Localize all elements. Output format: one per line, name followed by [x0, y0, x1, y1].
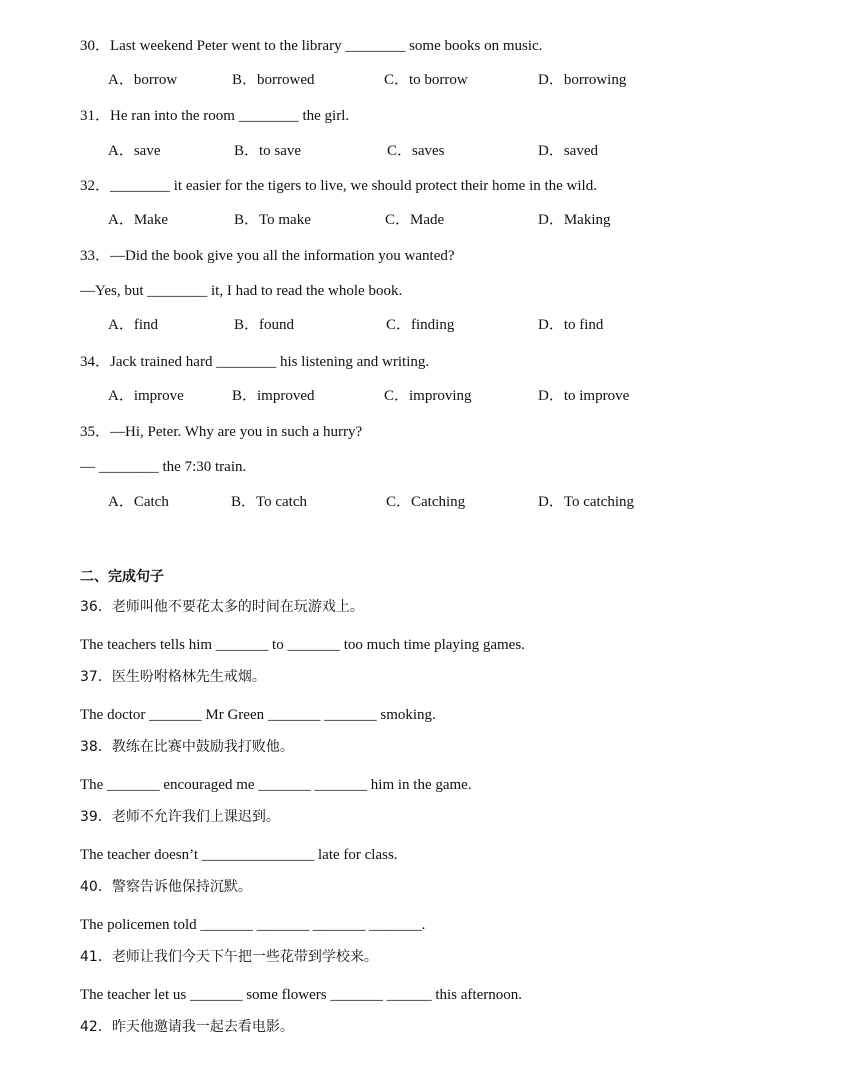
q35-option-b[interactable]: B．To catch	[231, 494, 308, 510]
item-41-chinese: 41．老师让我们今天下午把一些花带到学校来。	[80, 949, 378, 965]
q30-option-c[interactable]: C．to borrow	[384, 72, 468, 88]
q32-option-c[interactable]: C．Made	[385, 212, 445, 228]
q31-option-b[interactable]: B．to save	[234, 143, 302, 159]
q31-option-d[interactable]: D．saved	[538, 143, 598, 159]
q30-option-b[interactable]: B．borrowed	[232, 72, 315, 88]
question-34-stem: 34．Jack trained hard ________ his listening and writing.	[80, 354, 430, 370]
section-2-title: 二、完成句子	[80, 569, 164, 585]
q31-option-a[interactable]: A．save	[108, 143, 161, 159]
question-33-stem: 33．—Did the book give you all the information you wanted?	[80, 248, 455, 264]
item-40-english: The policemen told _______ _______ _______ _______.	[80, 917, 426, 933]
q32-option-a[interactable]: A．Make	[108, 212, 168, 228]
question-35-reply: — ________ the 7:30 train.	[80, 459, 247, 475]
question-31-stem: 31．He ran into the room ________ the girl.	[80, 108, 350, 124]
q33-option-a[interactable]: A．find	[108, 317, 158, 333]
item-38-chinese: 38．教练在比赛中鼓励我打败他。	[80, 739, 294, 755]
item-39-english: The teacher doesn’t _______________ late for class.	[80, 847, 398, 863]
q35-option-a[interactable]: A．Catch	[108, 494, 169, 510]
item-42-chinese: 42．昨天他邀请我一起去看电影。	[80, 1019, 294, 1035]
item-39-chinese: 39．老师不允许我们上课迟到。	[80, 809, 280, 825]
q31-option-c[interactable]: C．saves	[387, 143, 445, 159]
q33-option-b[interactable]: B．found	[234, 317, 295, 333]
q30-option-a[interactable]: A．borrow	[108, 72, 178, 88]
question-35-stem: 35．—Hi, Peter. Why are you in such a hurry?	[80, 424, 363, 440]
q34-option-b[interactable]: B．improved	[232, 388, 315, 404]
q30-option-d[interactable]: D．borrowing	[538, 72, 627, 88]
q35-option-d[interactable]: D．To catching	[538, 494, 635, 510]
item-40-chinese: 40．警察告诉他保持沉默。	[80, 879, 252, 895]
q34-option-a[interactable]: A．improve	[108, 388, 184, 404]
item-41-english: The teacher let us _______ some flowers _______ ______ this afternoon.	[80, 987, 522, 1003]
item-36-english: The teachers tells him _______ to _______ too much time playing games.	[80, 637, 525, 653]
q33-option-c[interactable]: C．finding	[386, 317, 455, 333]
q35-option-c[interactable]: C．Catching	[386, 494, 466, 510]
item-36-chinese: 36．老师叫他不要花太多的时间在玩游戏上。	[80, 599, 364, 615]
q32-option-b[interactable]: B．To make	[234, 212, 311, 228]
question-33-reply: —Yes, but ________ it, I had to read the whole book.	[80, 283, 403, 299]
item-38-english: The _______ encouraged me _______ _______ him in the game.	[80, 777, 472, 793]
question-32-stem: 32．________ it easier for the tigers to live, we should protect their home in the wild.	[80, 178, 597, 194]
q34-option-d[interactable]: D．to improve	[538, 388, 630, 404]
item-37-english: The doctor _______ Mr Green _______ _______ smoking.	[80, 707, 436, 723]
item-37-chinese: 37．医生吩咐格林先生戒烟。	[80, 669, 266, 685]
q33-option-d[interactable]: D．to find	[538, 317, 604, 333]
q34-option-c[interactable]: C．improving	[384, 388, 472, 404]
question-30-stem: 30．Last weekend Peter went to the library ________ some books on music.	[80, 38, 543, 54]
q32-option-d[interactable]: D．Making	[538, 212, 611, 228]
